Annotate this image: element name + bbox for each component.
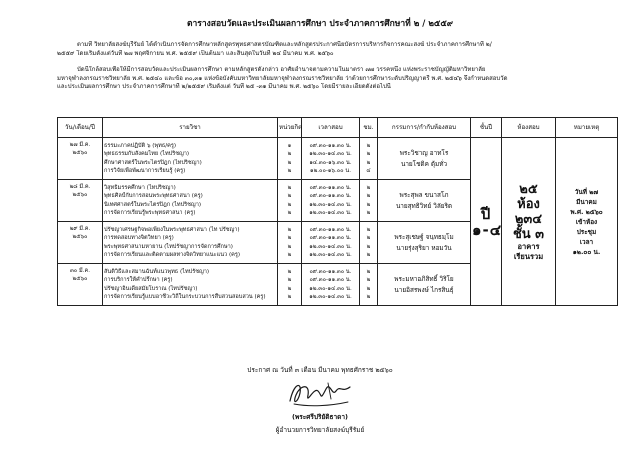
credit-list: ๑ ๒ ๒ ๒ (278, 138, 302, 180)
authority-line: บัดนี้ใกล้สอบเพื่อให้มีการสอบวัดและประเมินผลการศึกษา ตามหลักสูตรดังกล่าว อาศัยอำนาจตามความในมาตรา ๗๗ วรรคหนึ่ง แห่งพระราชบัญญัติมหาวิทยาลัย (77, 66, 486, 73)
subject-item: การจัดการเรียนและติดตามผลทางจิตวิทยาแนะแนว (ครู) (104, 251, 241, 258)
subject-item: พุทธธรรมกับสังคมไทย (ไทปริชญา) (104, 151, 190, 158)
authority-line: และประเมินผลการศึกษา ประจำภาคการศึกษาที่ ๒/๒๕๕๙ เริ่มตั้งแต่ วันที่ ๒๕ -๓๑ มีนาคม พ.ศ. ๒๕๖๐ โดยมีรายละเอียดดังต่อไปนี้ (57, 83, 391, 90)
authority-line: มหาจุฬาลงกรณราชวิทยาลัย พ.ศ. ๒๕๔๐ และข้อ ๓๐,๓๑ แห่งข้อบังคับมหาวิทยาลัยมหาจุฬาลงกรณราชวิทยาลัย ว่าด้วยการศึกษาระดับปริญญาตรี พ.ศ. ๒๕๔๖ จึงกำหนดสอบวัด (57, 74, 508, 82)
subject-item: พุทธศิลป์กับการสอนพระพุทธศาสนา (ครู) (104, 193, 203, 200)
announcement-date: ประกาศ ณ วันที่ ๓ เดือน มีนาคม พุทธศักราช ๒๕๖๐ (247, 366, 393, 374)
signer-name: (พระศรีปริยัติธาดา) (292, 413, 348, 421)
document-title: ตารางสอบวัดและประเมินผลการศึกษา ประจำภาคการศึกษาที่ ๒ / ๒๕๕๙ (186, 19, 454, 29)
subject-item: การจัดการเรียนรู้พระพุทธศาสนา (ครู) (104, 209, 196, 216)
signature-image (284, 377, 356, 411)
hours-list: ๒ ๒ ๒ ๒ (360, 180, 378, 222)
authority-paragraph (57, 66, 617, 92)
subject-item: การวิจัยเพื่อพัฒนาการเรียนรู้ (ครู) (104, 167, 186, 174)
subject-list (103, 180, 278, 222)
subject-item: วิสุทธิมรรคศึกษา (ไทปริชญา) (104, 185, 176, 192)
subject-list (103, 222, 278, 264)
subject-item: ธรรมะภาคปฏิบัติ ๖ (พุทธ/ครู) (104, 143, 177, 150)
proctor-cell: พระมหาอภิสิทธิ์ วิริโย นายอิสรพงษ์ ไกรสินธุ์ (378, 264, 471, 306)
time-list: ๐๙.๓๐-๑๑.๓๐ น. ๑๒.๓๐-๑๔.๓๐ น. ๑๔.๓๐-๑๖.๓๐ น. ๑๒.๐๐-๑๖.๐๐ น. (302, 138, 360, 180)
header-year: ชั้นปี (471, 118, 502, 138)
header-hours: ชม. (360, 118, 378, 138)
subject-item: สันติวิธีและสมานฉันท์แนวพุทธ (ไทปรัชญา) (104, 269, 210, 276)
credit-list: ๒ ๒ ๒ ๒ (278, 264, 302, 306)
table-header-row (58, 118, 618, 138)
subject-item: ปรัชญาอินเดียสมัยโบราณ (ไทปรัชญา) (104, 285, 198, 292)
hours-list: ๒ ๒ ๒ ๒ (360, 222, 378, 264)
header-room: ห้องสอบ (502, 118, 556, 138)
exam-room-cell: ๒๕ ห้อง ๒๓๔ ชั้น ๓ อาคาร เรียนรวม (502, 138, 556, 306)
hours-list: ๒ ๒ ๒ ๒ (360, 264, 378, 306)
time-list: ๐๙.๓๐-๑๑.๓๐ น. ๐๙.๓๐-๑๑.๓๐ น. ๑๒.๓๐-๑๔.๓๐ น. ๑๒.๓๐-๑๔.๓๐ น. (302, 180, 360, 222)
hours-list: ๒ ๒ ๒ ๔ (360, 138, 378, 180)
remark-cell: วันที่ ๒๗ มีนาคม พ.ศ. ๒๕๖๐ เข้าห้อง ประชุม เวลา ๑๒.๐๐ น. (556, 138, 618, 306)
exam-schedule-table (57, 117, 618, 306)
exam-date: ๓๐ มี.ค. ๒๕๖๐ (58, 264, 103, 306)
subject-item: การทดสอบทางจิตวิทยา (ครู) (104, 235, 174, 242)
subject-item: ศึกษาศาสตร์ในพระไตรปิฎก (ไทปริชญา) (104, 159, 202, 166)
header-time: เวลาสอบ (302, 118, 360, 138)
credit-list: ๒ ๒ ๒ ๒ (278, 180, 302, 222)
header-remark: หมายเหตุ (556, 118, 618, 138)
time-list: ๐๙.๓๐-๑๑.๓๐ น. ๐๙.๓๐-๑๑.๓๐ น. ๑๒.๓๐-๑๔.๓๐ น. ๑๒.๓๐-๑๔.๓๐ น. (302, 222, 360, 264)
proctor-cell: พระสุเชษฐ์ จนฺทธมฺโม นายรุ่งสุริยา หอมวัน (378, 222, 471, 264)
table-row (58, 138, 618, 180)
subject-list (103, 138, 278, 180)
subject-item: ปรัชญาเศรษฐกิจพอเพียงในพระพุทธศาสนา (ไท ปรัชญา) (104, 227, 240, 234)
subject-item: การบริการให้คำปรึกษา (ครู) (104, 277, 173, 284)
proctor-cell: พระสุพล ขนาสโภ นายสุทธิวิทย์ วิลัยริต (378, 180, 471, 222)
intro-line: ตามที่ วิทยาลัยสงฆ์บุรีรัมย์ ได้ดำเนินการจัดการศึกษาหลักสูตรพุทธศาสตรบัณฑิตและหลักสูตรประกาศนียบัตรการบริหารกิจการคณะสงฆ์ ประจำภาคการศึกษาที่ ๒/ (77, 41, 492, 48)
header-date: วัน/เดือน/ปี (58, 118, 103, 138)
subject-item: การจัดการเรียนรู้แบบอาชีวะวิถีในกระบวนการสืบสวนสอบสวน (ครู) (104, 293, 266, 300)
exam-date: ๒๗ มี.ค. ๒๕๖๐ (58, 138, 103, 180)
header-subject: รายวิชา (103, 118, 278, 138)
header-proctor: กรรมการ/กำกับห้องสอบ (378, 118, 471, 138)
credit-list: ๒ ๒ ๒ ๒ (278, 222, 302, 264)
time-list: ๐๙.๓๐-๑๑.๓๐ น. ๐๙.๓๐-๑๑.๓๐ น. ๑๒.๓๐-๑๔.๓๐ น. ๑๒.๓๐-๑๔.๓๐ น. (302, 264, 360, 306)
exam-date: ๒๙ มี.ค. ๒๕๖๐ (58, 222, 103, 264)
header-credit: หน่วยกิต (278, 118, 302, 138)
subject-item: นิเทศศาสตร์ในพระไตรปิฎก (ไทปริชญา) (104, 201, 202, 208)
intro-line: ๒๕๕๙ โดยเริ่มตั้งแต่วันที่ ๒๗ พฤศจิกายน พ.ศ. ๒๕๕๙ เป็นต้นมา และสิ้นสุดในวันที่ ๒๔ มีนาคม พ.ศ. ๒๕๖๐ (57, 49, 334, 57)
intro-paragraph (57, 41, 617, 58)
exam-date: ๒๘ มี.ค. ๒๕๖๐ (58, 180, 103, 222)
signer-position: ผู้อำนวยการวิทยาลัยสงฆ์บุรีรัมย์ (275, 426, 365, 434)
year-level-cell: ปี ๑-๔ (471, 138, 502, 306)
subject-list (103, 264, 278, 306)
proctor-cell: พระวิชาญ อาทโร นายโชติค ตุ้มทั่ว (378, 138, 471, 180)
subject-item: พระพุทธศาสนามหายาน (ไทปรัชญาการจัดการศึกษา) (104, 243, 233, 250)
